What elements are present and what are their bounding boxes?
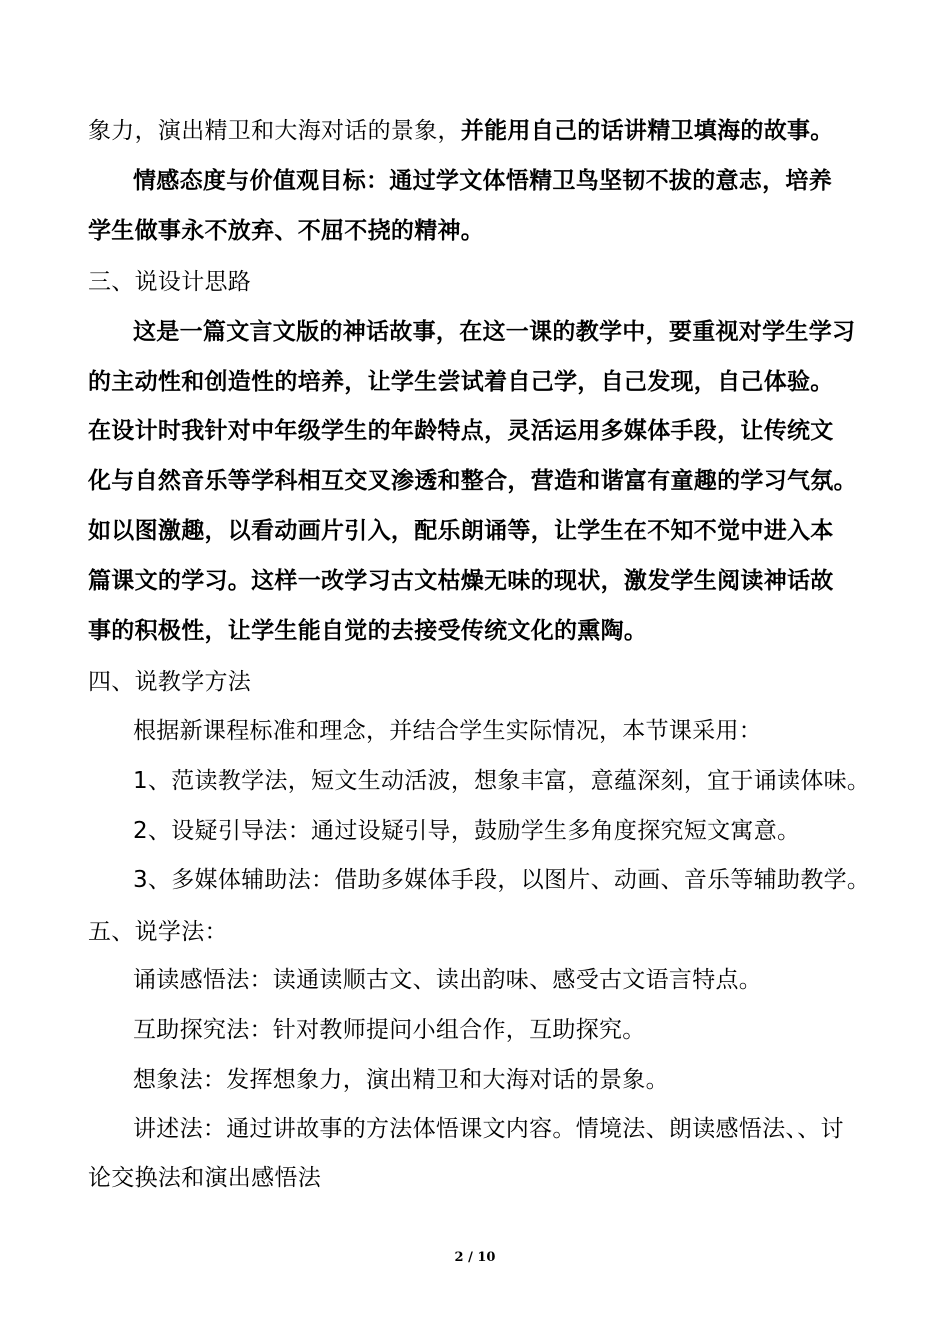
paragraph-line: 学生做事永不放弃、不屈不挠的精神。 [88,218,485,244]
paragraph-line: 诵读感悟法：读通读顺古文、读出韵味、感受古文语言特点。 [133,967,763,993]
paragraph-line: 想象法：发挥想象力，演出精卫和大海对话的景象。 [133,1067,669,1093]
text-run: 象力，演出精卫和大海对话的景象， [88,118,461,144]
text-run-bold: 并能用自己的话讲精卫填海的故事。 [460,118,834,144]
paragraph-line: 讲述法：通过讲故事的方法体悟课文内容。情境法、朗读感悟法、、讨 [133,1116,844,1142]
paragraph-line: 事的积极性，让学生能自觉的去接受传统文化的熏陶。 [88,618,648,644]
list-item: 1、范读教学法，短文生动活波，想象丰富，意蕴深刻，宜于诵读体味。 [133,768,871,794]
paragraph-line: 互助探究法：针对教师提问小组合作，互助探究。 [133,1017,646,1043]
paragraph-line: 篇课文的学习。这样一改学习古文枯燥无味的现状，激发学生阅读神话故 [88,568,834,594]
section-heading: 五、说学法： [88,919,228,945]
section-heading: 四、说教学方法 [88,669,252,695]
paragraph-line: 化与自然音乐等学科相互交叉渗透和整合，营造和谐富有童趣的学习气氛。 [88,468,857,494]
paragraph-line: 情感态度与价值观目标：通过学文体悟精卫鸟坚韧不拔的意志，培养 [133,168,832,194]
paragraph-line: 根据新课程标准和理念，并结合学生实际情况，本节课采用： [133,718,763,744]
list-item: 3、多媒体辅助法：借助多媒体手段，以图片、动画、音乐等辅助教学。 [133,867,871,893]
section-heading: 三、说设计思路 [88,269,252,295]
paragraph-line: 在设计时我针对中年级学生的年龄特点，灵活运用多媒体手段，让传统文 [88,418,834,444]
paragraph-line: 如以图激趣，以看动画片引入，配乐朗诵等，让学生在不知不觉中进入本 [88,518,834,544]
page-number: 2 / 10 [454,1250,496,1265]
paragraph-line [88,117,834,145]
paragraph-line: 这是一篇文言文版的神话故事，在这一课的教学中，要重视对学生学习 [133,319,856,345]
paragraph-line: 论交换法和演出感悟法 [88,1165,321,1191]
paragraph-line: 的主动性和创造性的培养，让学生尝试着自己学，自己发现，自己体验。 [88,369,834,395]
list-item: 2、设疑引导法：通过设疑引导，鼓励学生多角度探究短文寓意。 [133,818,801,844]
